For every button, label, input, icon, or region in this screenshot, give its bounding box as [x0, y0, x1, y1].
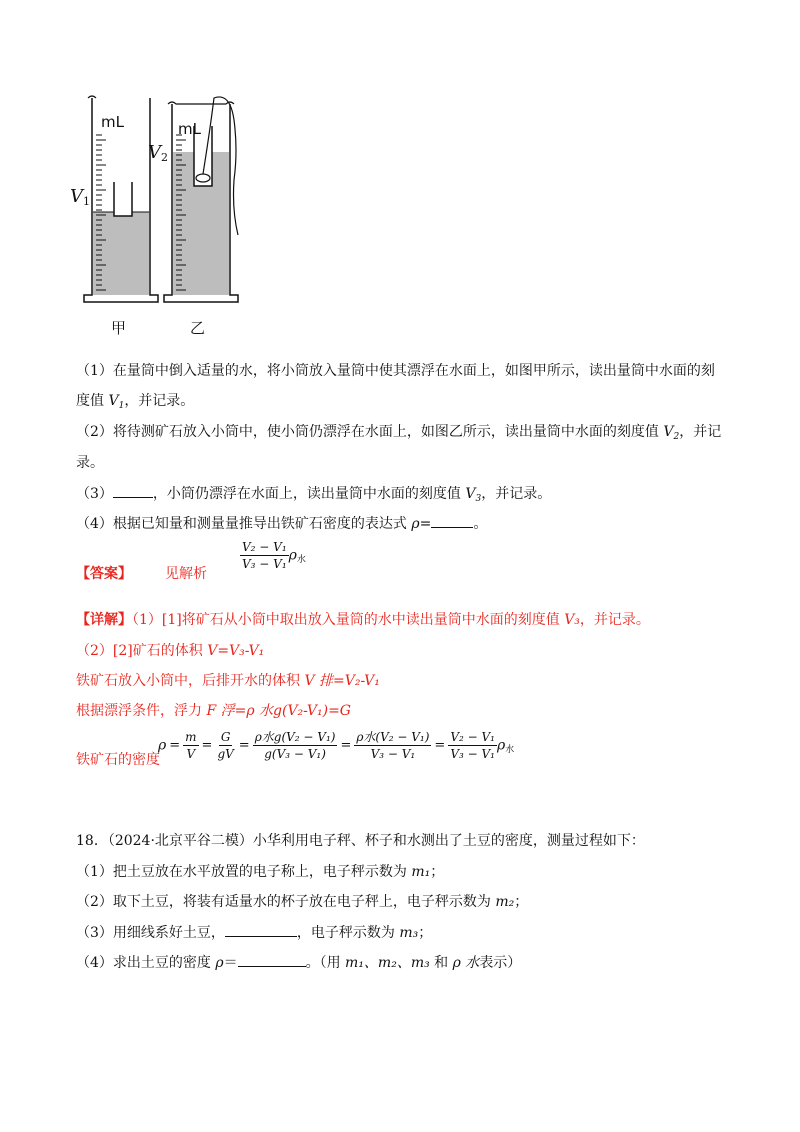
detail-1-var: V₃: [564, 612, 580, 628]
label-v2-letter: V: [148, 142, 161, 163]
step-1-post: ，并记录。: [124, 393, 195, 409]
step-4-line: [76, 514, 487, 533]
q18-1-pre: （1）把土豆放在水平放置的电子称上，电子秤示数为: [76, 864, 412, 880]
step-3-mid: ，小筒仍漂浮在水面上，读出量筒中水面的刻度值: [152, 486, 466, 502]
deriv-frac-4-den: V₃ − V₁: [370, 747, 416, 761]
q18-part-1: [76, 863, 444, 881]
deriv-rho-end: ρ: [496, 737, 506, 754]
q18-part-4: [76, 953, 521, 972]
q18-3-var: m₃: [399, 925, 419, 941]
detail-4-pre: 根据漂浮条件，浮力: [76, 703, 207, 719]
q18-3-post: ，电子秤示数为: [296, 925, 400, 941]
step-3-pre: （3）: [76, 486, 113, 502]
deriv-frac-5-num: V₂ − V₁: [450, 730, 495, 744]
deriv-eq-5: =: [434, 738, 446, 753]
detail-line-5: 铁矿石的密度: [76, 752, 160, 768]
detail-2-formula: V=V₃-V₁: [207, 643, 265, 659]
deriv-frac-3: [253, 730, 338, 761]
answer-label: 【答案】: [76, 566, 132, 582]
caption-a: 甲: [111, 319, 127, 337]
q18-4-blank[interactable]: [238, 953, 306, 967]
step-1-sub: 1: [118, 401, 125, 411]
answer-num: V₂ − V₁: [242, 540, 287, 554]
figure-cylinders: [62, 90, 262, 340]
answer-formula: [240, 540, 306, 571]
detail-4-formula: F 浮=ρ 水g(V₂-V₁)=G: [206, 703, 351, 719]
q18-4-post: 。（用: [305, 955, 346, 971]
deriv-frac-2-den: gV: [217, 747, 234, 761]
label-v2: [148, 142, 168, 164]
q18-4-and: 和: [429, 955, 453, 971]
step-2-sub: 2: [673, 432, 680, 442]
step-1-pre: 度值: [76, 393, 109, 409]
q18-2-var: m₂: [495, 894, 515, 910]
q18-3-blank[interactable]: [225, 923, 297, 937]
step-3-var: V: [465, 486, 476, 502]
detail-line-4: [76, 702, 351, 720]
q18-4-vars: m₁、m₂、m₃: [345, 955, 430, 971]
deriv-frac-1-num: m: [185, 730, 197, 744]
q18-1-post: ；: [430, 864, 445, 880]
deriv-rho-end-sub: 水: [505, 745, 515, 755]
step-2-line-b: 录。: [76, 455, 104, 471]
step-2-var: V: [663, 424, 674, 440]
density-derivation: [158, 730, 514, 761]
q18-3-end: ；: [418, 925, 433, 941]
q18-4-rho: ρ: [215, 955, 224, 971]
step-4-post: 。: [473, 516, 488, 532]
deriv-frac-5: [448, 730, 497, 761]
detail-1-pre: （1）[1]将矿石从小筒中取出放入量筒的水中读出量筒中水面的刻度值: [132, 612, 565, 628]
deriv-eq-2: =: [201, 738, 213, 753]
deriv-frac-2-num: G: [220, 730, 231, 744]
caption-b: 乙: [190, 319, 206, 337]
label-v2-sub: 2: [161, 151, 168, 164]
label-v1: [70, 186, 90, 208]
step-1-var: V: [108, 393, 119, 409]
deriv-frac-1: [183, 730, 198, 761]
deriv-eq-1: =: [169, 738, 181, 753]
step-2-pre: （2）将待测矿石放入小筒中，使小筒仍漂浮在水面上，如图乙所示，读出量筒中水面的刻度值: [76, 424, 664, 440]
label-v1-letter: V: [70, 186, 83, 207]
step-1-line-a: （1）在量筒中倒入适量的水，将小筒放入量筒中使其漂浮在水面上，如图甲所示，读出量筒中水面的刻: [76, 363, 715, 379]
answer-text: 见解析: [165, 566, 207, 582]
deriv-eq-4: =: [340, 738, 352, 753]
step-4-rho: ρ: [411, 516, 420, 532]
q18-4-pre: （4）求出土豆的密度: [76, 955, 216, 971]
detail-line-2: [76, 642, 264, 660]
q18-4-rho-water: ρ 水: [452, 955, 480, 971]
detail-2-pre: （2）[2]矿石的体积: [76, 643, 208, 659]
detail-3-formula: V 排=V₂-V₁: [304, 673, 380, 689]
cylinders-illustration: [62, 90, 262, 340]
step-2-line-a: [76, 423, 721, 446]
step-3-blank[interactable]: [113, 484, 153, 498]
step-3-sub: 3: [475, 494, 482, 504]
q18-1-var: m₁: [411, 864, 431, 880]
deriv-frac-1-den: V: [186, 747, 196, 761]
detail-1-post: ，并记录。: [579, 612, 650, 628]
detail-line-1: [76, 611, 650, 629]
step-4-blank[interactable]: [431, 514, 473, 528]
q18-4-end: 表示）: [479, 955, 522, 971]
deriv-frac-3-den: g(V₃ − V₁): [264, 747, 326, 761]
q18-2-post: ；: [514, 894, 529, 910]
q18-3-pre: （3）用细线系好土豆，: [76, 925, 225, 941]
q18-2-pre: （2）取下土豆，将装有适量水的杯子放在电子秤上，电子秤示数为: [76, 894, 496, 910]
q18-part-2: [76, 893, 528, 911]
q18-head: 18．（2024·北京平谷二模）小华利用电子秤、杯子和水测出了土豆的密度，测量过程如下：: [76, 833, 645, 849]
answer-rho-sub: 水: [296, 555, 306, 565]
q18-4-eq: ＝: [223, 955, 238, 971]
deriv-frac-3-num: ρ水g(V₂ − V₁): [254, 730, 336, 744]
deriv-frac-5-den: V₃ − V₁: [450, 747, 495, 761]
step-4-pre: （4）根据已知量和测量量推导出铁矿石密度的表达式: [76, 516, 412, 532]
step-3-post: ，并记录。: [481, 486, 552, 502]
label-v1-sub: 1: [83, 195, 90, 208]
detail-line-3: [76, 672, 380, 690]
detail-label: 【详解】: [76, 612, 132, 628]
step-2-post: ，并记: [679, 424, 722, 440]
step-4-eq: =: [419, 516, 432, 532]
answer-rho: ρ: [288, 547, 297, 564]
cylinder-a-unit: mL: [101, 113, 124, 131]
q18-part-3: [76, 923, 432, 942]
deriv-frac-2: [215, 730, 235, 761]
step-3-line: [76, 484, 551, 508]
deriv-frac-4: [354, 730, 431, 761]
cylinder-b: [164, 97, 238, 302]
detail-3-pre: 铁矿石放入小筒中，后排开水的体积: [76, 673, 305, 689]
answer-den: V₃ − V₁: [242, 557, 287, 571]
answer-fraction: [240, 540, 289, 571]
cylinder-b-unit: mL: [178, 120, 201, 138]
deriv-rho: ρ: [158, 737, 167, 754]
deriv-frac-4-num: ρ水(V₂ − V₁): [356, 730, 430, 744]
step-1-line-b: [76, 392, 194, 415]
deriv-eq-3: =: [238, 738, 250, 753]
